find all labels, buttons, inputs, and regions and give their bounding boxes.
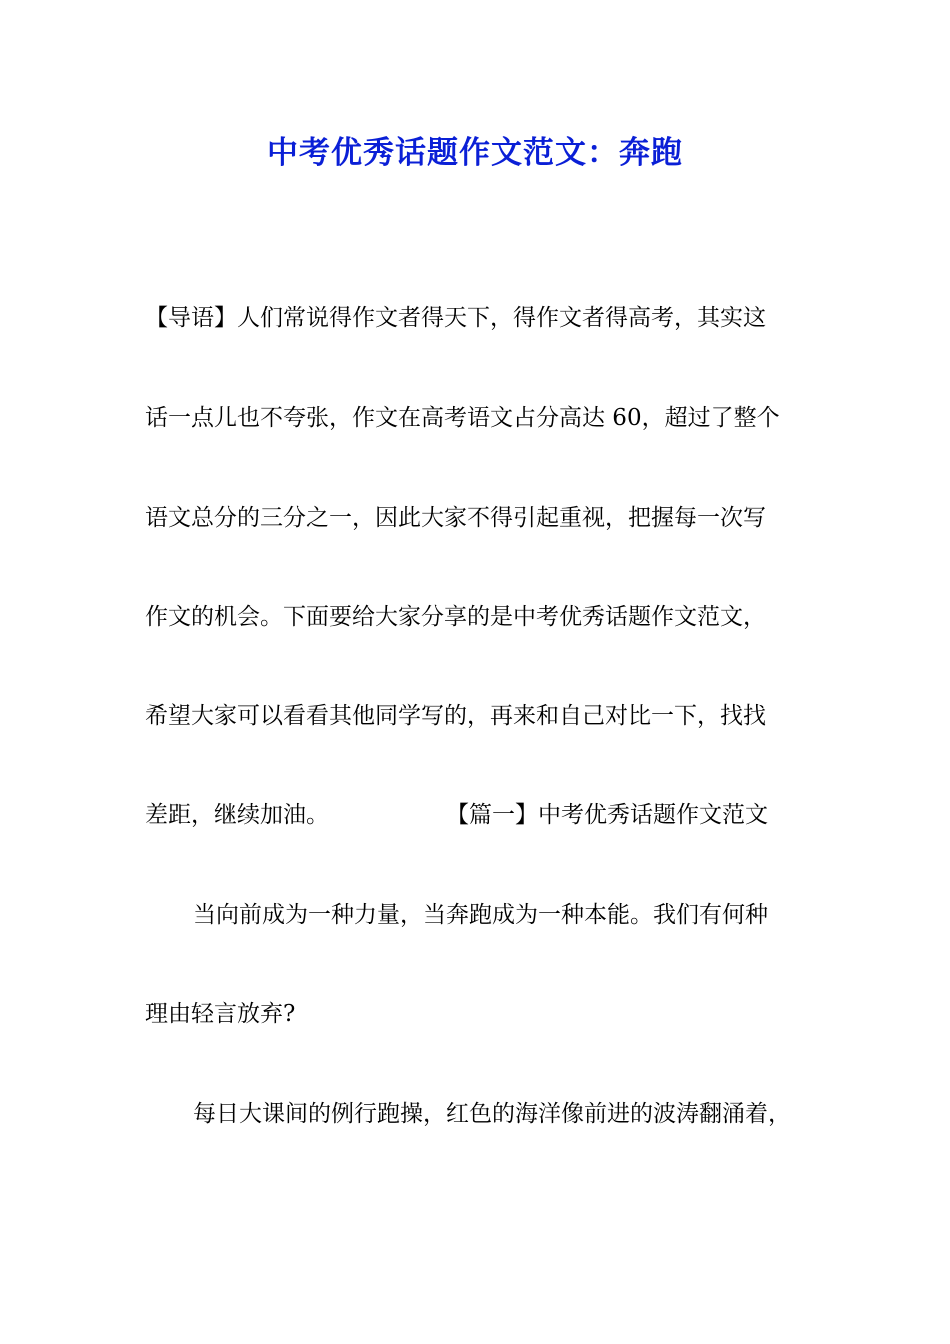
intro-line-4: 作文的机会。下面要给大家分享的是中考优秀话题作文范文， [145,604,766,630]
body-paragraph-1-line-2: 理由轻言放弃? [145,1001,296,1027]
intro-line-5: 希望大家可以看看其他同学写的，再来和自己对比一下，找找 [145,703,766,729]
body-paragraph-1-line-1: 当向前成为一种力量，当奔跑成为一种本能。我们有何种 [193,902,768,928]
body-paragraph-2-line-1: 每日大课间的例行跑操，红色的海洋像前进的波涛翻涌着， [193,1101,791,1127]
intro-line-3: 语文总分的三分之一，因此大家不得引起重视，把握每一次写 [145,505,766,531]
intro-line-1: 【导语】人们常说得作文者得天下，得作文者得高考，其实这 [145,305,766,331]
intro-line-2: 话一点儿也不夸张，作文在高考语文占分高达 60，超过了整个 [145,405,780,431]
intro-line-6-with-section-heading: 差距，继续加油。 【篇一】中考优秀话题作文范文 [145,802,768,828]
document-title: 中考优秀话题作文范文：奔跑 [267,135,683,171]
